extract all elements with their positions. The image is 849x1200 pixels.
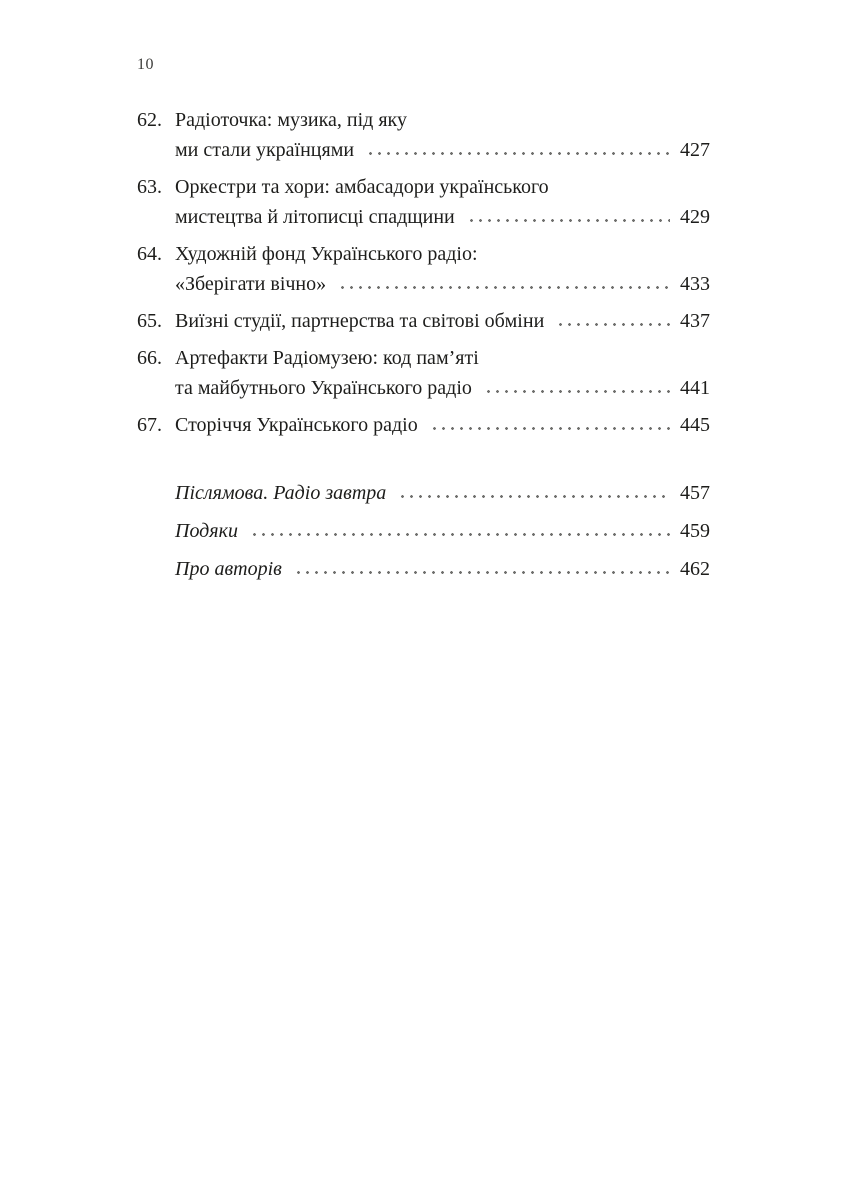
entry-page-number: 427 — [680, 139, 710, 161]
toc-entry — [137, 172, 710, 232]
entry-body — [175, 172, 710, 232]
entry-page-number: 429 — [680, 206, 710, 228]
entry-title-row — [175, 306, 710, 336]
entry-title-line: ми стали українцями — [175, 139, 355, 161]
entry-title-row — [175, 373, 710, 403]
entry-title-line: Оркестри та хори: амбасадори українського — [175, 176, 549, 198]
entry-number: 63. — [137, 176, 162, 198]
entry-page-number: 462 — [680, 558, 710, 580]
table-of-contents — [137, 105, 710, 584]
entry-body — [175, 239, 710, 299]
dotted-leader — [250, 516, 670, 546]
entry-title-line: Художній фонд Українського радіо: — [175, 243, 478, 265]
entry-title-row — [175, 516, 710, 546]
toc-entry — [137, 306, 710, 336]
entry-title-row — [175, 410, 710, 440]
dotted-leader — [366, 135, 670, 165]
back-matter-title: Подяки — [175, 520, 238, 542]
toc-entry — [137, 343, 710, 403]
entry-title-line: та майбутнього Українського радіо — [175, 377, 472, 399]
entry-title-row — [175, 554, 710, 584]
entry-page-number: 441 — [680, 377, 710, 399]
entry-title-line: Виїзні студії, партнерства та світові обміни — [175, 310, 545, 332]
dotted-leader — [556, 306, 670, 336]
entry-number: 66. — [137, 347, 162, 369]
dotted-leader — [294, 554, 670, 584]
entry-page-number: 457 — [680, 482, 710, 504]
entry-number-spacer — [137, 554, 175, 584]
entry-number: 65. — [137, 310, 162, 332]
back-matter-entry — [137, 554, 710, 584]
toc-entry — [137, 239, 710, 299]
back-matter-title: Про авторів — [175, 558, 282, 580]
page-number: 10 — [137, 56, 154, 73]
dotted-leader — [338, 269, 670, 299]
entry-body — [175, 105, 710, 165]
entry-title-line: Артефакти Радіомузею: код пам’яті — [175, 347, 479, 369]
entry-body — [175, 554, 710, 584]
entry-number: 62. — [137, 109, 162, 131]
entry-number: 64. — [137, 243, 162, 265]
dotted-leader — [398, 478, 670, 508]
entry-page-number: 459 — [680, 520, 710, 542]
entry-title-line: Сторіччя Українського радіо — [175, 414, 418, 436]
entry-title-line: Радіоточка: музика, під яку — [175, 109, 407, 131]
entry-number-spacer — [137, 516, 175, 546]
toc-entry — [137, 105, 710, 165]
entry-page-number: 445 — [680, 414, 710, 436]
back-matter-entry — [137, 478, 710, 508]
entry-body — [175, 516, 710, 546]
back-matter-entry — [137, 516, 710, 546]
dotted-leader — [430, 410, 670, 440]
entry-title-row — [175, 135, 710, 165]
entry-title-row — [175, 269, 710, 299]
entry-page-number: 437 — [680, 310, 710, 332]
entry-title-line: мистецтва й літописці спадщини — [175, 206, 455, 228]
entry-title-line: «Зберігати вічно» — [175, 273, 327, 295]
back-matter-title: Післямова. Радіо завтра — [175, 482, 387, 504]
entry-body — [175, 343, 710, 403]
dotted-leader — [484, 373, 670, 403]
entry-body — [175, 306, 710, 336]
entry-body — [175, 410, 710, 440]
entry-body — [175, 478, 710, 508]
entry-title-row — [175, 478, 710, 508]
entry-page-number: 433 — [680, 273, 710, 295]
entry-title-row — [175, 202, 710, 232]
back-matter-section — [137, 478, 710, 584]
dotted-leader — [467, 202, 670, 232]
toc-entry — [137, 410, 710, 440]
entry-number: 67. — [137, 414, 162, 436]
entry-number-spacer — [137, 478, 175, 508]
